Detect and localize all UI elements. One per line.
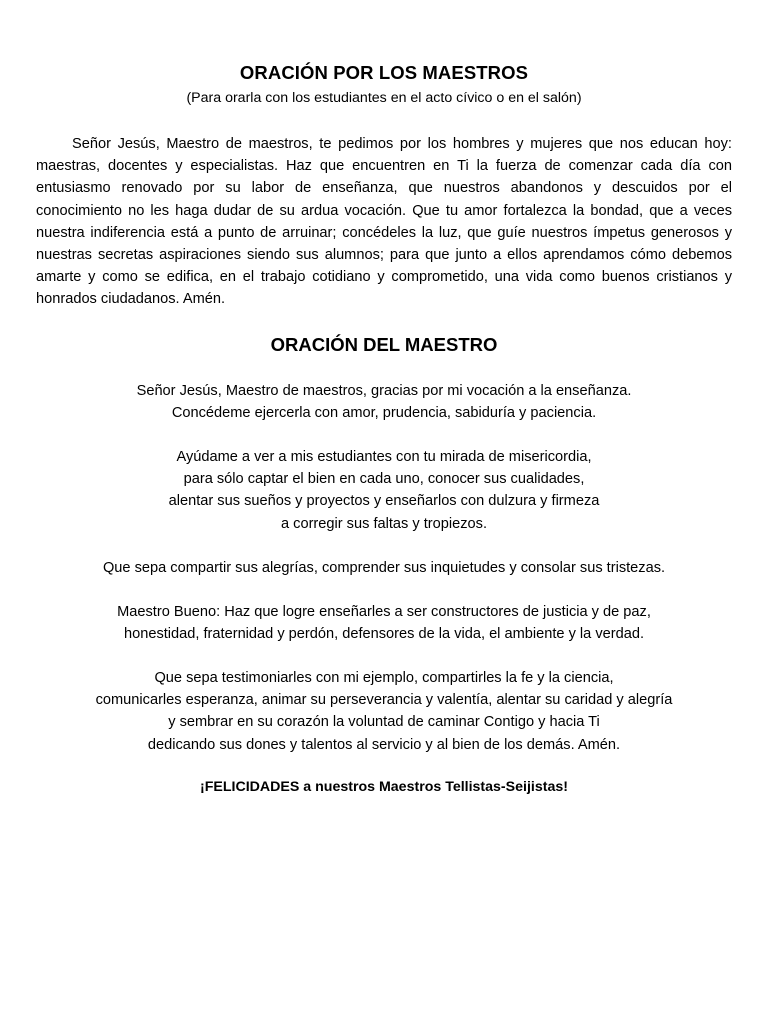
stanza-line: y sembrar en su corazón la voluntad de caminar Contigo y hacia Ti <box>168 714 600 731</box>
stanza-line: Concédeme ejercerla con amor, prudencia, sabiduría y paciencia. <box>171 405 597 422</box>
closing-greeting: ¡FELICIDADES a nuestros Maestros Tellistas-Seijistas! <box>200 779 568 795</box>
prayer-1-subtitle: (Para orarla con los estudiantes en el acto cívico o en el salón) <box>186 90 582 106</box>
stanza-line: Ayúdame a ver a mis estudiantes con tu mirada de misericordia, <box>176 449 592 465</box>
stanza-line: para sólo captar el bien en cada uno, conocer sus cualidades, <box>183 471 585 488</box>
stanza-line: Señor Jesús, Maestro de maestros, gracias por mi vocación a la enseñanza. <box>136 383 632 399</box>
stanza-line: Que sepa testimoniarles con mi ejemplo, compartirles la fe y la ciencia, <box>154 670 614 686</box>
stanza-line: dedicando sus dones y talentos al servicio y al bien de los demás. Amén. <box>147 736 621 753</box>
prayer-2-stanza-2 <box>0 446 768 535</box>
prayer-1-body: Señor Jesús, Maestro de maestros, te pedimos por los hombres y mujeres que nos educan hoy: maestras, docentes y especialistas. Haz que encuentren en Ti la fuerza de comenzar cada día con entusiasmo renovado por su labor de enseñanza, que nuestros abandonos y descuidos por el conocimiento no les haga dudar de su ardua vocación. Que tu amor fortalezca la bondad, que a veces nuestra indiferencia está a punto de arruinar; concédeles la luz, que guíe nuestros ímpetus generosos y nuestras secretas aspiraciones siendo sus alumnos; para que junto a ellos aprendamos cómo debemos amarte y como se edifica, en el trabajo cotidiano y comprometido, una vida como buenos cristianos y honrados ciudadanos. Amén. <box>36 136 732 308</box>
prayer-1-title: ORACIÓN POR LOS MAESTROS <box>239 62 529 83</box>
stanza-line: alentar sus sueños y proyectos y enseñarlos con dulzura y firmeza <box>168 493 600 510</box>
stanza-line: Maestro Bueno: Haz que logre enseñarles a ser constructores de justicia y de paz, <box>117 604 651 620</box>
stanza-line: a corregir sus faltas y tropiezos. <box>280 515 487 532</box>
prayer-2-stanza-1 <box>0 380 768 424</box>
prayer-2-stanza-4 <box>0 601 768 645</box>
stanza-line: comunicarles esperanza, animar su perseverancia y valentía, alentar su caridad y alegría <box>95 692 673 709</box>
stanza-line: Que sepa compartir sus alegrías, comprender sus inquietudes y consolar sus tristezas. <box>102 560 666 576</box>
stanza-line: honestidad, fraternidad y perdón, defensores de la vida, el ambiente y la verdad. <box>123 626 645 643</box>
prayer-2-title: ORACIÓN DEL MAESTRO <box>270 334 498 355</box>
prayer-2-stanza-3 <box>0 557 768 579</box>
prayer-2-stanza-5 <box>0 667 768 756</box>
